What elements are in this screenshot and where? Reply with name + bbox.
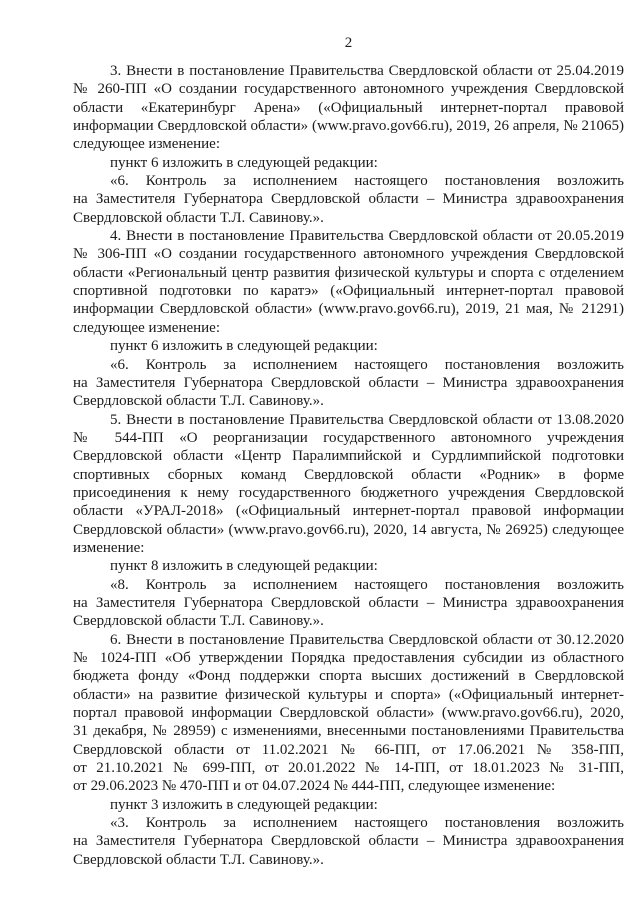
paragraph-item5-wording: «8. Контроль за исполнением настоящего постановления возложить на Заместителя Губернатора Свердловской области – Министра здравоохранения Свердловской области Т.Л. Савинову.». [73,576,624,630]
document-body [73,62,624,869]
paragraph-item4-point: пункт 6 изложить в следующей редакции: [110,338,378,355]
paragraph-item4-wording: «6. Контроль за исполнением настоящего постановления возложить на Заместителя Губернатора Свердловской области – Министра здравоохранения Свердловской области Т.Л. Савинову.». [73,356,624,410]
paragraph-item6-point: пункт 3 изложить в следующей редакции: [110,796,378,813]
page-number: 2 [344,35,353,51]
paragraph-item6-intro: 6. Внести в постановление Правительства Свердловской области от 30.12.2020 № 1024-ПП «Об утверждении Порядка предоставления субсидии из областного бюджета фонду «Фонд поддержки спорта высших достижений в Свердловской области» на развитие физической культуры и спорта» («Официальный интернет-портал правовой информации Свердловской области» (www.pravo.gov66.ru), 2020, 31 декабря, № 28959) с изменениями, внесенными постановлениями Правительства Свердловской области от 11.02.2021 № 66-ПП, от 17.06.2021 № 358-ПП, от 21.10.2021 № 699-ПП, от 20.01.2022 № 14-ПП, от 18.01.2023 № 31-ПП, от 29.06.2023 № 470-ПП и от 04.07.2024 № 444-ПП, следующее изменение: [73,631,624,795]
paragraph-item3-wording: «6. Контроль за исполнением настоящего постановления возложить на Заместителя Губернатора Свердловской области – Министра здравоохранения Свердловской области Т.Л. Савинову.». [73,173,624,226]
paragraph-item6-wording: «3. Контроль за исполнением настоящего постановления возложить на Заместителя Губернатора Свердловской области – Министра здравоохранения Свердловской области Т.Л. Савинову.». [73,815,624,868]
paragraph-item3-point: пункт 6 изложить в следующей редакции: [110,154,378,171]
paragraph-item5-point: пункт 8 изложить в следующей редакции: [110,558,378,575]
paragraph-item3-intro: 3. Внести в постановление Правительства Свердловской области от 25.04.2019 № 260-ПП «О создании государственного автономного учреждения Свердловской области «Екатеринбург Арена» («Официальный интернет-портал правовой информации Свердловской области» (www.pravo.gov66.ru), 2019, 26 апреля, № 21065) следующее изменение: [73,63,624,153]
paragraph-item4-intro: 4. Внести в постановление Правительства Свердловской области от 20.05.2019 № 306-ПП «О создании государственного автономного учреждения Свердловской области «Региональный центр развития физической культуры и спорта с отделением спортивной подготовки по каратэ» («Официальный интернет-портал правовой информации Свердловской области» (www.pravo.gov66.ru), 2019, 21 мая, № 21291) следующее изменение: [73,228,624,336]
paragraph-item5-intro: 5. Внести в постановление Правительства Свердловской области от 13.08.2020 № 544-ПП «О реорганизации государственного автономного учреждения Свердловской области «Центр Паралимпийской и Сурдлимпийской подготовки спортивных сборных команд Свердловской области «Родник» в форме присоединения к нему государственного бюджетного учреждения Свердловской области «УРАЛ-2018» («Официальный интернет-портал правовой информации Свердловской области» (www.pravo.gov66.ru), 2020, 14 августа, № 26925) следующее изменение: [73,411,624,556]
